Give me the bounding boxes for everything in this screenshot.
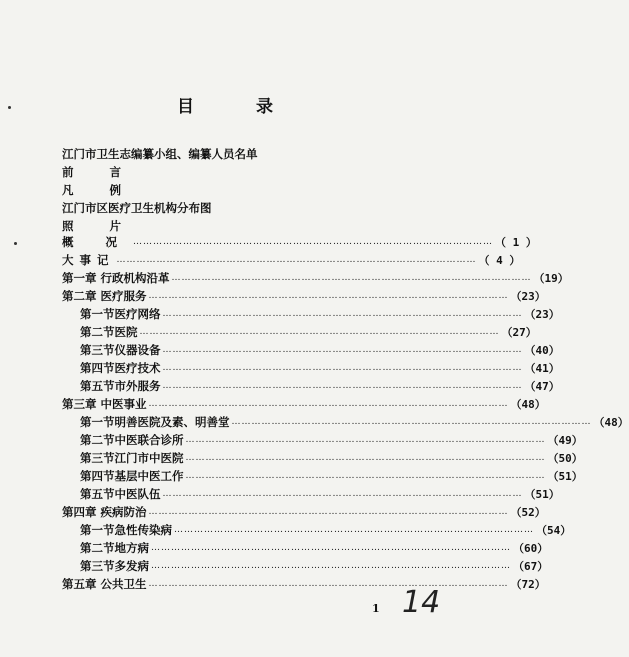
toc-entry-chronicle (62, 252, 521, 268)
toc-chapter-1 (62, 270, 569, 286)
toc-entry-label: 概 况 (62, 235, 132, 249)
toc-page-number: （40） (524, 344, 560, 357)
scan-speck (8, 106, 11, 109)
toc-page-number: （51） (547, 470, 583, 483)
toc-entry-overview (62, 234, 537, 250)
toc-chapter-5 (62, 576, 546, 592)
section-title: 基层中医工作 (114, 469, 184, 483)
toc-section (80, 558, 549, 574)
toc-page-number: （67） (513, 560, 549, 573)
toc-page-number: （48） (593, 416, 629, 429)
section-number: 第一节 (80, 415, 115, 429)
toc-page-number: （ 4 ） (478, 254, 521, 267)
section-number: 第二节 (80, 325, 115, 339)
toc-page-number: （49） (547, 434, 583, 447)
section-number: 第一节 (80, 523, 115, 537)
dot-leader: ……………………………………………………………………………………………… (139, 327, 500, 337)
dot-leader: ……………………………………………………………………………………………… (116, 255, 477, 265)
section-title: 医疗网络 (114, 307, 161, 321)
front-matter-notes: 凡 例 (62, 183, 138, 197)
section-number: 第三节 (80, 451, 115, 465)
section-number: 第四节 (80, 469, 115, 483)
toc-section (80, 360, 560, 376)
toc-page-number: （60） (513, 542, 549, 555)
dot-leader: ……………………………………………………………………………………………… (162, 345, 523, 355)
toc-page-number: （51） (524, 488, 560, 501)
dot-leader: ……………………………………………………………………………………………… (162, 309, 523, 319)
toc-chapter-2 (62, 288, 546, 304)
toc-entry-label: 第一章 行政机构沿革 (62, 271, 170, 285)
section-title: 急性传染病 (114, 523, 172, 537)
toc-page-number: （23） (524, 308, 560, 321)
toc-section (80, 486, 560, 502)
toc-entry-label: 第四章 疾病防治 (62, 505, 147, 519)
page-title: 目 录 (177, 97, 301, 117)
dot-leader: ……………………………………………………………………………………………… (185, 471, 546, 481)
toc-section (80, 306, 560, 322)
toc-page-number: （54） (536, 524, 572, 537)
toc-entry-label: 第三章 中医事业 (62, 397, 147, 411)
toc-section (80, 324, 537, 340)
section-title: 仪器设备 (114, 343, 161, 357)
toc-chapter-3 (62, 396, 546, 412)
dot-leader: ……………………………………………………………………………………………… (148, 507, 509, 517)
dot-leader: ……………………………………………………………………………………………… (148, 291, 509, 301)
section-number: 第四节 (80, 361, 115, 375)
dot-leader: ……………………………………………………………………………………………… (148, 399, 509, 409)
toc-page-number: （50） (547, 452, 583, 465)
dot-leader: ……………………………………………………………………………………………… (151, 561, 511, 571)
dot-leader: ……………………………………………………………………………………………… (151, 543, 511, 553)
section-title: 市外服务 (114, 379, 161, 393)
toc-page-number: （23） (510, 290, 546, 303)
section-number: 第五节 (80, 379, 115, 393)
handwritten-mark: 14 (402, 585, 441, 620)
toc-entry-label: 第五章 公共卫生 (62, 577, 147, 591)
toc-section (80, 414, 629, 430)
dot-leader: ……………………………………………………………………………………………… (148, 579, 509, 589)
toc-page-number: （27） (501, 326, 537, 339)
toc-entry-label: 大事记 (62, 253, 115, 267)
toc-section (80, 342, 560, 358)
section-number: 第五节 (80, 487, 115, 501)
section-title: 医院 (114, 325, 138, 339)
page-number: 1 (372, 602, 380, 615)
dot-leader: ……………………………………………………………………………………………… (162, 363, 523, 373)
section-number: 第二节 (80, 433, 115, 447)
section-title: 地方病 (114, 541, 149, 555)
section-number: 第三节 (80, 559, 115, 573)
toc-page-number: （19） (533, 272, 569, 285)
front-matter-photos: 照 片 (62, 219, 138, 233)
section-title: 明善医院及素、明善堂 (114, 415, 230, 429)
front-matter-map: 江门市区医疗卫生机构分布图 (62, 201, 212, 215)
toc-entry-label: 第二章 医疗服务 (62, 289, 147, 303)
scan-speck (14, 242, 17, 245)
toc-page-number: （48） (510, 398, 546, 411)
toc-section (80, 378, 560, 394)
section-title: 江门市中医院 (114, 451, 184, 465)
toc-section (80, 540, 549, 556)
section-number: 第三节 (80, 343, 115, 357)
front-matter-preface: 前 言 (62, 165, 138, 179)
dot-leader: ……………………………………………………………………………………………… (133, 237, 494, 247)
toc-page-number: （52） (510, 506, 546, 519)
section-number: 第一节 (80, 307, 115, 321)
toc-section (80, 432, 583, 448)
dot-leader: ……………………………………………………………………………………………… (162, 489, 523, 499)
dot-leader: ……………………………………………………………………………………………… (162, 381, 523, 391)
dot-leader: ……………………………………………………………………………………………… (171, 273, 532, 283)
toc-section (80, 468, 583, 484)
section-title: 医疗技术 (114, 361, 161, 375)
toc-page-number: （47） (524, 380, 560, 393)
section-title: 中医队伍 (114, 487, 161, 501)
dot-leader: ……………………………………………………………………………………………… (231, 417, 592, 427)
section-title: 多发病 (114, 559, 149, 573)
dot-leader: ……………………………………………………………………………………………… (174, 525, 534, 535)
dot-leader: ……………………………………………………………………………………………… (185, 435, 546, 445)
front-matter-editors: 江门市卫生志编纂小组、编纂人员名单 (62, 147, 258, 161)
toc-page-number: （ 1 ） (495, 236, 537, 249)
toc-section (80, 450, 583, 466)
section-number: 第二节 (80, 541, 115, 555)
toc-page-number: （41） (524, 362, 560, 375)
section-title: 中医联合诊所 (114, 433, 184, 447)
toc-chapter-4 (62, 504, 546, 520)
toc-section (80, 522, 572, 538)
toc-page-number: （72） (510, 578, 546, 591)
dot-leader: ……………………………………………………………………………………………… (185, 453, 546, 463)
